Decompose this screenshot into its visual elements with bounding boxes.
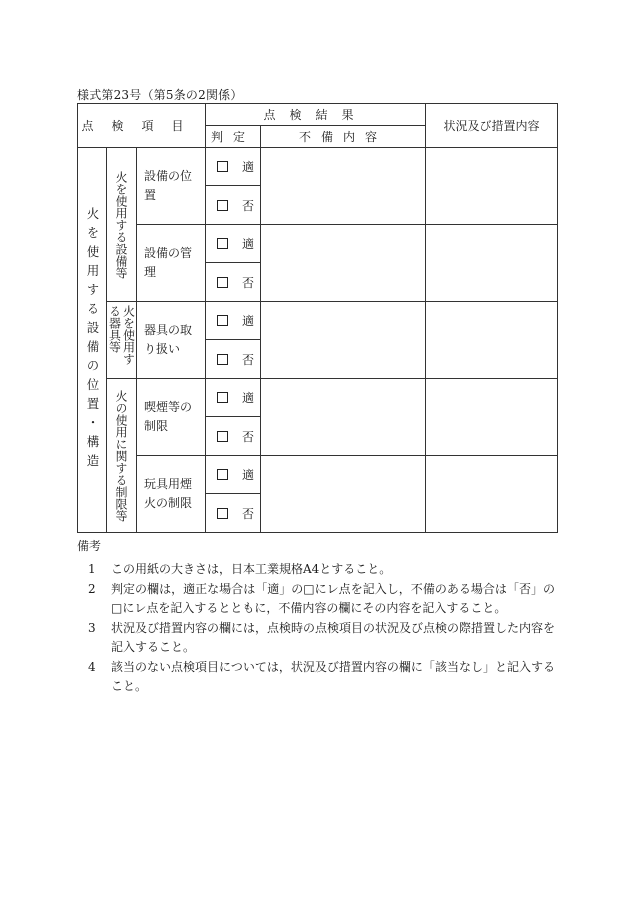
checkbox-icon[interactable] [217, 354, 228, 365]
note-item: 1 この用紙の大きさは，日本工業規格A4とすること。 [88, 562, 392, 576]
note-item: 3 状況及び措置内容の欄には，点検時の点検項目の状況及び点検の際措置した内容を記入すること。 [88, 620, 556, 654]
item-5-label: 玩具用煙火の制限 [137, 456, 206, 533]
subcategory-1-label: 火を使用する設備等 [114, 170, 128, 279]
checkbox-icon[interactable] [217, 277, 228, 288]
item-1-status[interactable] [426, 148, 558, 225]
subcategory-3-label: 火の使用に関する制限等 [114, 389, 128, 522]
category-cell [78, 148, 107, 533]
item-5-status[interactable] [426, 456, 558, 533]
item-5-ok[interactable]: 適 [206, 456, 261, 494]
header-judgment: 判定 [206, 126, 261, 148]
item-4-status[interactable] [426, 379, 558, 456]
subcategory-2-label: 火を使用する器具等 [107, 305, 136, 365]
subcategory-3-cell [107, 379, 137, 533]
item-2-status[interactable] [426, 225, 558, 302]
item-4-deficiency[interactable] [261, 379, 426, 456]
note-item: 4 該当のない点検項目については，状況及び措置内容の欄に「該当なし」と記入すること。 [88, 659, 555, 693]
item-4-ok[interactable]: 適 [206, 379, 261, 417]
item-1-ng[interactable]: 否 [206, 186, 261, 225]
checkbox-icon[interactable] [217, 238, 228, 249]
header-item: 点検項目 [78, 104, 206, 148]
item-3-label: 器具の取り扱い [137, 302, 206, 379]
item-5-ng[interactable]: 否 [206, 494, 261, 533]
notes [77, 537, 555, 697]
item-5-deficiency[interactable] [261, 456, 426, 533]
item-4-label: 喫煙等の制限 [137, 379, 206, 456]
note-item: 2 判定の欄は，適正な場合は「適」の□にレ点を記入し，不備のある場合は「否」の□にレ点を記入するとともに，不備内容の欄にその内容を記入すること。 [88, 581, 555, 615]
checkbox-icon[interactable] [217, 508, 228, 519]
form-number: 様式第23号（第5条の2関係） [77, 88, 243, 102]
header-result: 点検結果 [206, 104, 426, 126]
item-1-ok[interactable]: 適 [206, 148, 261, 186]
subcategory-2-cell [107, 302, 137, 379]
item-2-deficiency[interactable] [261, 225, 426, 302]
checkbox-icon[interactable] [217, 315, 228, 326]
checkbox-icon[interactable] [217, 161, 228, 172]
item-2-ng[interactable]: 否 [206, 263, 261, 302]
header-status: 状況及び措置内容 [426, 104, 558, 148]
item-3-ng[interactable]: 否 [206, 340, 261, 379]
item-3-status[interactable] [426, 302, 558, 379]
checkbox-icon[interactable] [217, 392, 228, 403]
item-1-deficiency[interactable] [261, 148, 426, 225]
subcategory-1-cell [107, 148, 137, 302]
notes-title: 備考 [77, 539, 102, 553]
checkbox-icon[interactable] [217, 200, 228, 211]
item-4-ng[interactable]: 否 [206, 417, 261, 456]
item-1-label: 設備の位置 [137, 148, 206, 225]
category-label: 火を使用する設備の位置・構造 [85, 207, 100, 473]
item-3-ok[interactable]: 適 [206, 302, 261, 340]
checkbox-icon[interactable] [217, 431, 228, 442]
item-2-label: 設備の管理 [137, 225, 206, 302]
header-deficiency: 不備内容 [261, 126, 426, 148]
inspection-table [77, 103, 558, 533]
item-3-deficiency[interactable] [261, 302, 426, 379]
item-2-ok[interactable]: 適 [206, 225, 261, 263]
checkbox-icon[interactable] [217, 469, 228, 480]
